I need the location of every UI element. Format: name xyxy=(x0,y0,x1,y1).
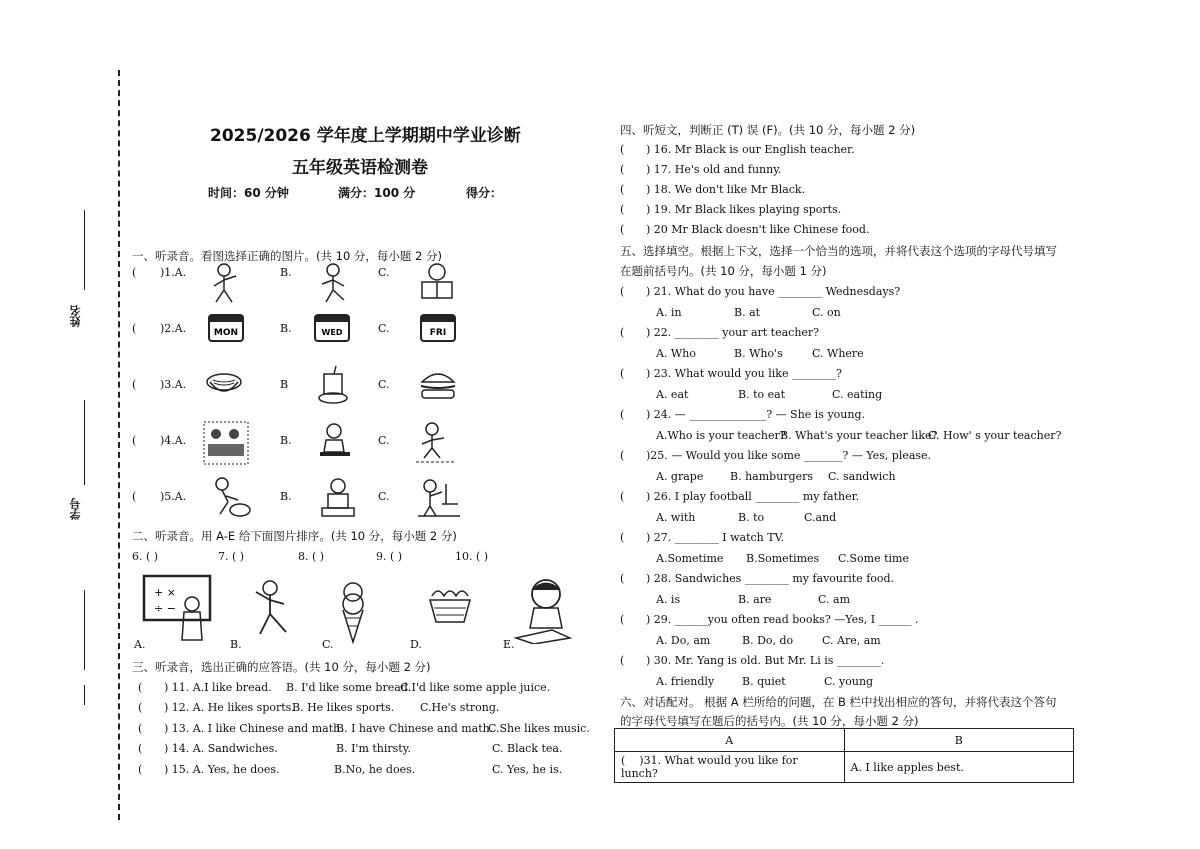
blank-underline xyxy=(84,590,85,670)
question-number: )2.A. xyxy=(160,322,187,335)
hamburger-picture xyxy=(418,366,458,402)
question-15: ) 15. A. Yes, he does. xyxy=(164,763,280,776)
tf-item-20: ) 20 Mr Black doesn't like Chinese food. xyxy=(646,223,870,236)
question-11: ) 11. A.I like bread. xyxy=(164,681,272,694)
column-b-header: B xyxy=(844,729,1074,752)
question-13-c: C.She likes music. xyxy=(488,722,590,735)
picture-label-d: D. xyxy=(410,638,422,651)
answer-paren: ( xyxy=(132,490,151,503)
question-number: )1.A. xyxy=(160,266,187,279)
picture-label-a: A. xyxy=(134,638,146,651)
answer-paren: ( xyxy=(620,449,639,462)
name-label: 姓名 xyxy=(69,305,82,327)
exam-score: 得分： xyxy=(466,186,503,200)
kids-playing-picture xyxy=(414,420,458,464)
option-b: B. at xyxy=(734,306,761,319)
exam-full-score: 满分：100 分 xyxy=(338,186,416,200)
question-27: ) 27. ________ I watch TV. xyxy=(646,531,785,544)
answer-paren: ( xyxy=(138,681,157,694)
option-b: B. quiet xyxy=(742,675,786,688)
option-b: B. Who's xyxy=(734,347,783,360)
matching-table xyxy=(614,728,1074,783)
option-b-label: B. xyxy=(280,490,292,503)
option-a: A. Who xyxy=(656,347,696,360)
student-at-desk-picture xyxy=(318,422,352,462)
answer-paren: ( xyxy=(132,322,151,335)
section6-title-line1: 六、对话配对。 根据 A 栏所给的问题，在 B 栏中找出相应的答句，并将代表这个答句 xyxy=(620,695,1057,709)
section5-title-line1: 五、选择填空。根据上下文，选择一个恰当的选项，并将代表这个选项的字母代号填写 xyxy=(620,244,1057,258)
answer-paren: ( xyxy=(620,203,639,216)
answer-paren: ( xyxy=(620,654,639,667)
question-number: )5.A. xyxy=(160,490,187,503)
answer-paren: ( xyxy=(138,742,157,755)
svg-text:+ ×: + × xyxy=(154,586,176,599)
friday-calendar-picture xyxy=(420,312,456,342)
option-b: B. are xyxy=(738,593,772,606)
answer-paren: ( xyxy=(620,183,639,196)
id-label: 学号 xyxy=(69,498,82,520)
exam-time: 时间：60 分钟 xyxy=(208,186,289,200)
order-slot-10: 10. ( ) xyxy=(455,550,489,563)
question-14-b: B. I'm thirsty. xyxy=(336,742,411,755)
question-11-c: C.I'd like some apple juice. xyxy=(400,681,551,694)
option-c-label: C. xyxy=(378,434,390,447)
answer-paren: ( xyxy=(620,367,639,380)
question-25: )25. — Would you like some _______? — Yes, please. xyxy=(646,449,932,462)
ice-cream-picture xyxy=(336,580,370,644)
question-31: )31. What would you like for lunch? xyxy=(621,754,798,780)
girl-washing-picture xyxy=(206,474,252,520)
blank-mark xyxy=(84,685,85,705)
picture-label-e: E. xyxy=(503,638,515,651)
question-14: ) 14. A. Sandwiches. xyxy=(164,742,278,755)
day-label: WED xyxy=(321,328,343,337)
question-14-c: C. Black tea. xyxy=(492,742,563,755)
question-12: ) 12. A. He likes sports. xyxy=(164,701,295,714)
option-a: A.Sometime xyxy=(656,552,724,565)
option-b: B. What's your teacher like? xyxy=(780,429,938,442)
option-c-label: C. xyxy=(378,378,390,391)
tf-item-18: ) 18. We don't like Mr Black. xyxy=(646,183,806,196)
boy-exercising-picture xyxy=(250,578,296,638)
tf-item-17: ) 17. He's old and funny. xyxy=(646,163,782,176)
option-a: A. Do, am xyxy=(656,634,711,647)
answer-paren: ( xyxy=(132,266,151,279)
order-slot-6: 6. ( ) xyxy=(132,550,159,563)
name-underline xyxy=(84,210,85,290)
picture-label-c: C. xyxy=(322,638,334,651)
question-13: ) 13. A. I like Chinese and math. xyxy=(164,722,344,735)
girl-dancing-picture xyxy=(210,262,240,304)
question-15-b: B.No, he does. xyxy=(334,763,416,776)
option-b: B. to eat xyxy=(738,388,786,401)
option-c: C. How' s your teacher? xyxy=(928,429,1062,442)
answer-paren: ( xyxy=(620,531,639,544)
section1-title: 一、听录音。看图选择正确的图片。(共 10 分，每小题 2 分) xyxy=(132,249,443,263)
column-a-header: A xyxy=(615,729,845,752)
tf-item-16: ) 16. Mr Black is our English teacher. xyxy=(646,143,855,156)
monday-calendar-picture xyxy=(208,312,244,342)
answer-paren: ( xyxy=(138,722,157,735)
option-a: A. eat xyxy=(656,388,689,401)
question-28: ) 28. Sandwiches ________ my favourite food. xyxy=(646,572,895,585)
matching-row-a: ( )31. What would you like for lunch? xyxy=(615,752,845,783)
question-15-c: C. Yes, he is. xyxy=(492,763,563,776)
option-a: A. in xyxy=(656,306,682,319)
question-11-b: B. I'd like some bread. xyxy=(286,681,412,694)
exam-title: 2025/2026 学年度上学期期中学业诊断 xyxy=(210,126,521,146)
picture-label-b: B. xyxy=(230,638,242,651)
section2-title: 二、听录音。用 A-E 给下面图片排序。(共 10 分，每小题 2 分) xyxy=(132,529,457,543)
option-b: B.Sometimes xyxy=(746,552,820,565)
answer-paren: ( xyxy=(132,378,151,391)
question-13-b: B. I have Chinese and math. xyxy=(336,722,494,735)
question-number: )3.A. xyxy=(160,378,187,391)
question-24: ) 24. — ______________? — She is young. xyxy=(646,408,865,421)
option-c: C. on xyxy=(812,306,841,319)
option-c: C. Where xyxy=(812,347,864,360)
option-c: C.Some time xyxy=(838,552,909,565)
answer-paren: ( xyxy=(620,223,639,236)
answer-paren: ( xyxy=(138,701,157,714)
answer-paren: ( xyxy=(620,326,639,339)
option-c: C. Are, am xyxy=(822,634,881,647)
option-b-label: B. xyxy=(280,266,292,279)
day-label: FRI xyxy=(429,328,447,338)
section3-title: 三、听录音，选出正确的应答语。(共 10 分，每小题 2 分) xyxy=(132,660,431,674)
order-slot-9: 9. ( ) xyxy=(376,550,403,563)
option-b-label: B xyxy=(280,378,289,391)
option-b-label: B. xyxy=(280,322,292,335)
teacher-blackboard-picture xyxy=(140,574,216,644)
option-c: C.and xyxy=(804,511,837,524)
girl-writing-picture xyxy=(512,576,574,644)
option-a: A.Who is your teacher? xyxy=(656,429,786,442)
answer-paren: ( xyxy=(620,143,639,156)
question-12-c: C.He's strong. xyxy=(420,701,500,714)
girl-watering-picture xyxy=(416,474,462,520)
matching-row-b: A. I like apples best. xyxy=(844,752,1074,783)
answer-paren: ( xyxy=(620,285,639,298)
option-a: A. with xyxy=(656,511,696,524)
day-label: MON xyxy=(213,328,239,338)
question-23: ) 23. What would you like ________? xyxy=(646,367,842,380)
drink-cup-picture xyxy=(316,364,350,404)
answer-paren: ( xyxy=(620,613,639,626)
question-number: )4.A. xyxy=(160,434,187,447)
id-underline xyxy=(84,400,85,485)
option-a: A. grape xyxy=(656,470,704,483)
option-c-label: C. xyxy=(378,490,390,503)
option-b: B. to xyxy=(738,511,765,524)
option-c-label: C. xyxy=(378,266,390,279)
option-c: C. sandwich xyxy=(828,470,896,483)
question-30: ) 30. Mr. Yang is old. But Mr. Li is ________. xyxy=(646,654,885,667)
noodles-bowl-picture xyxy=(204,370,244,398)
order-slot-8: 8. ( ) xyxy=(298,550,325,563)
option-b: B. hamburgers xyxy=(730,470,813,483)
section5-title-line2: 在题前括号内。(共 10 分，每小题 1 分) xyxy=(620,264,827,278)
option-a: A. friendly xyxy=(656,675,715,688)
option-b-label: B. xyxy=(280,434,292,447)
option-c-label: C. xyxy=(378,322,390,335)
svg-text:÷ −: ÷ − xyxy=(154,602,176,615)
answer-paren: ( xyxy=(620,572,639,585)
question-29: ) 29. ______you often read books? —Yes, I ______ . xyxy=(646,613,919,626)
answer-paren: ( xyxy=(132,434,151,447)
students-in-class-picture xyxy=(202,420,250,466)
vegetable-basket-picture xyxy=(426,584,474,626)
tf-item-19: ) 19. Mr Black likes playing sports. xyxy=(646,203,842,216)
boy-cooking-picture xyxy=(318,476,358,520)
answer-paren: ( xyxy=(620,408,639,421)
answer-paren: ( xyxy=(620,163,639,176)
question-12-b: B. He likes sports. xyxy=(292,701,395,714)
section6-title-line2: 的字母代号填写在题后的括号内。(共 10 分，每小题 2 分) xyxy=(620,714,919,728)
option-b: B. Do, do xyxy=(742,634,794,647)
option-a: A. is xyxy=(656,593,681,606)
boy-running-picture xyxy=(318,262,348,304)
binding-dashed-line xyxy=(118,70,120,820)
option-c: C. eating xyxy=(832,388,883,401)
answer-paren: ( xyxy=(620,490,639,503)
question-22: ) 22. ________ your art teacher? xyxy=(646,326,820,339)
section4-title: 四、听短文，判断正 (T) 误 (F)。(共 10 分，每小题 2 分) xyxy=(620,123,916,137)
question-21: ) 21. What do you have ________ Wednesdays? xyxy=(646,285,901,298)
option-c: C. young xyxy=(824,675,874,688)
option-c: C. am xyxy=(818,593,851,606)
wednesday-calendar-picture xyxy=(314,312,350,342)
order-slot-7: 7. ( ) xyxy=(218,550,245,563)
exam-subtitle: 五年级英语检测卷 xyxy=(292,158,428,178)
boy-reading-picture xyxy=(416,262,458,302)
answer-paren: ( xyxy=(138,763,157,776)
question-26: ) 26. I play football ________ my father. xyxy=(646,490,860,503)
